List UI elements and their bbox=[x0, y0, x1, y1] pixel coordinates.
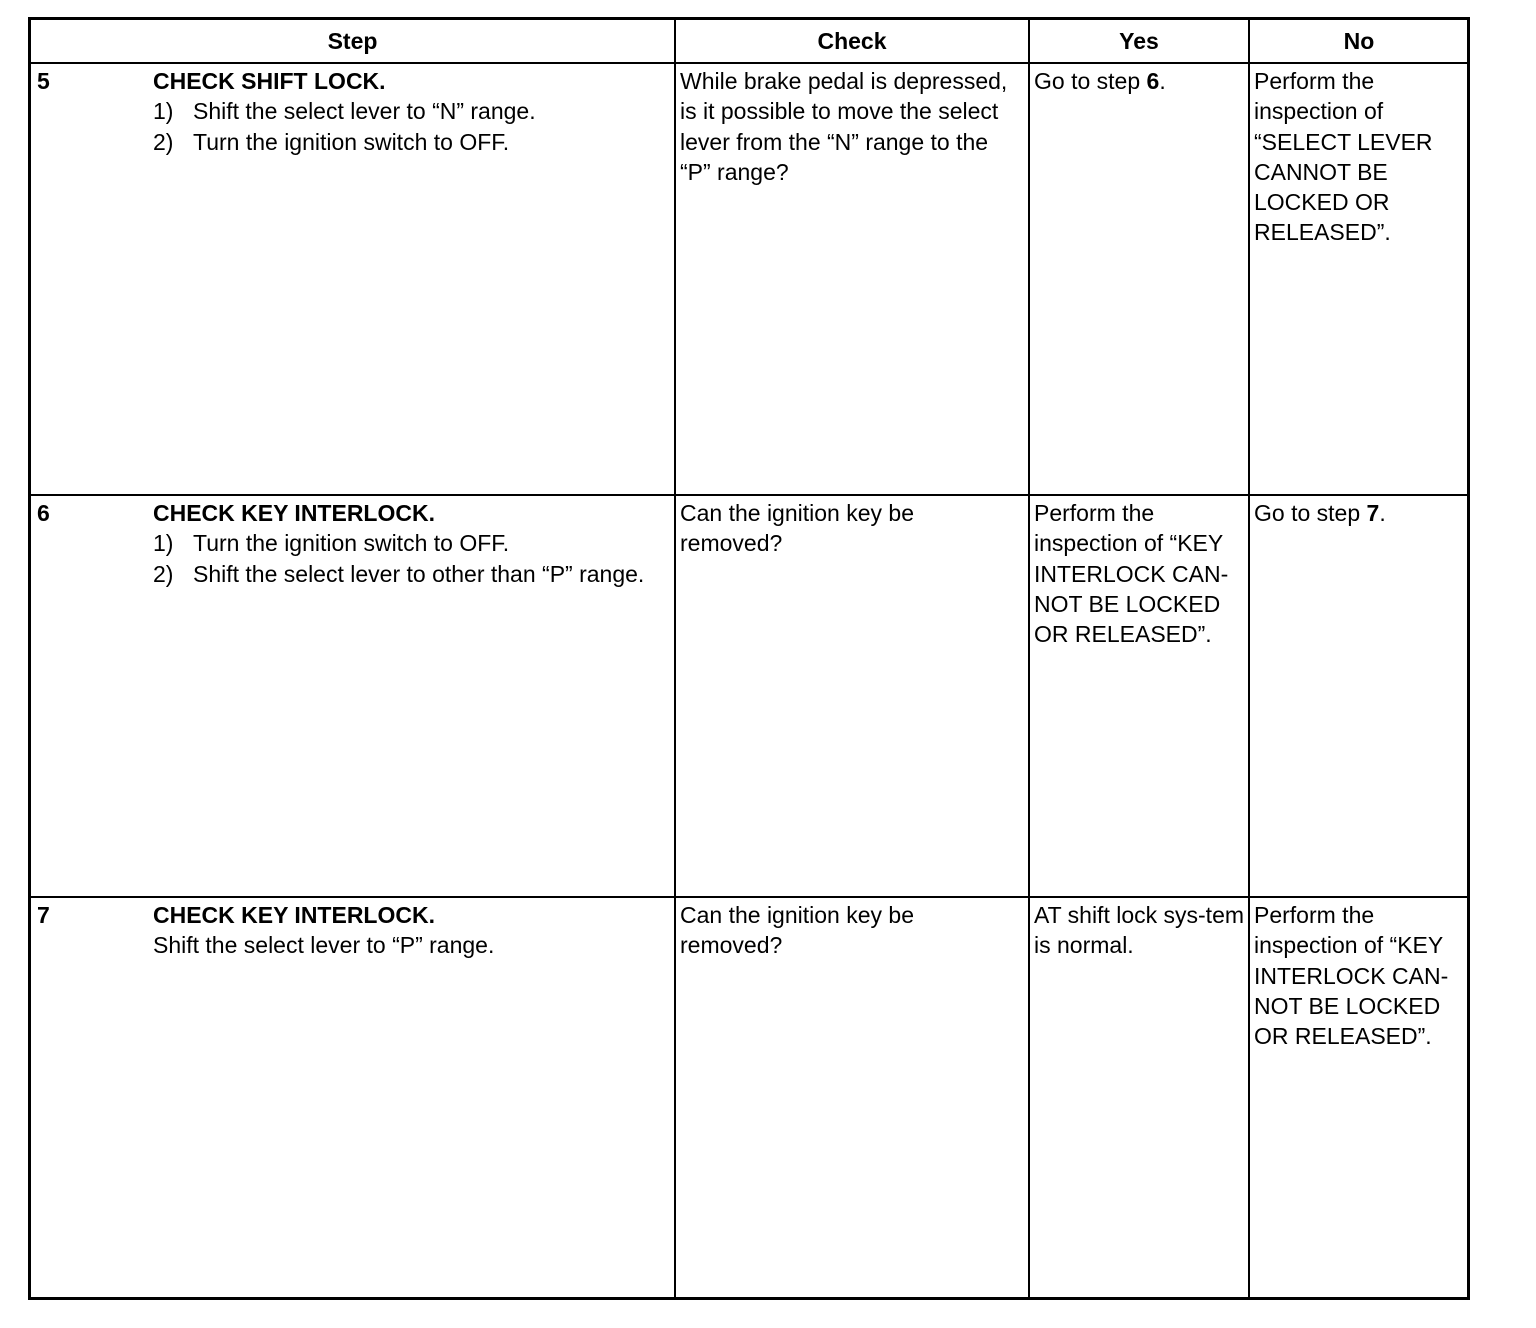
step-number: 6 bbox=[37, 500, 50, 526]
header-no: No bbox=[1343, 28, 1375, 54]
check-question: Can the ignition key be removed? bbox=[680, 500, 914, 557]
diagnostic-table bbox=[28, 17, 1470, 1300]
check-question: Can the ignition key be removed? bbox=[680, 902, 914, 959]
step-instruction: Shift the select lever to “P” range. bbox=[153, 932, 495, 959]
no-action: Go to step 7. bbox=[1254, 500, 1386, 526]
column-divider-step-check bbox=[674, 20, 676, 1297]
yes-action: Go to step 6. bbox=[1034, 68, 1166, 94]
header-yes: Yes bbox=[1119, 28, 1159, 54]
row-divider-5-6 bbox=[31, 494, 1467, 496]
column-divider-check-yes bbox=[1028, 20, 1030, 1297]
step-list bbox=[153, 96, 673, 157]
list-item: 2) Shift the select lever to other than “P” range. bbox=[153, 560, 645, 587]
yes-action: Perform the inspection of “KEY INTERLOCK CAN-NOT BE LOCKED OR RELEASED”. bbox=[1034, 500, 1229, 648]
step-number: 7 bbox=[37, 902, 50, 928]
row-divider-6-7 bbox=[31, 896, 1467, 898]
step-description bbox=[153, 900, 673, 961]
list-item: 1) Shift the select lever to “N” range. bbox=[153, 98, 536, 125]
column-divider-yes-no bbox=[1248, 20, 1250, 1297]
check-question: While brake pedal is depressed, is it possible to move the select lever from the “N” range to the “P” range? bbox=[680, 68, 1008, 185]
step-number: 5 bbox=[37, 68, 50, 94]
no-action: Perform the inspection of “KEY INTERLOCK CAN-NOT BE LOCKED OR RELEASED”. bbox=[1254, 902, 1449, 1050]
step-description bbox=[153, 498, 673, 589]
yes-action: AT shift lock sys-tem is normal. bbox=[1034, 902, 1245, 959]
list-item: 2) Turn the ignition switch to OFF. bbox=[153, 128, 510, 155]
list-item: 1) Turn the ignition switch to OFF. bbox=[153, 530, 510, 557]
header-check: Check bbox=[817, 28, 887, 54]
step-list bbox=[153, 528, 673, 589]
step-title: CHECK KEY INTERLOCK. bbox=[153, 500, 435, 526]
step-description bbox=[153, 66, 673, 157]
no-action: Perform the inspection of “SELECT LEVER CANNOT BE LOCKED OR RELEASED”. bbox=[1254, 68, 1433, 246]
step-title: CHECK KEY INTERLOCK. bbox=[153, 902, 435, 928]
header-step: Step bbox=[327, 28, 378, 54]
step-title: CHECK SHIFT LOCK. bbox=[153, 68, 386, 94]
